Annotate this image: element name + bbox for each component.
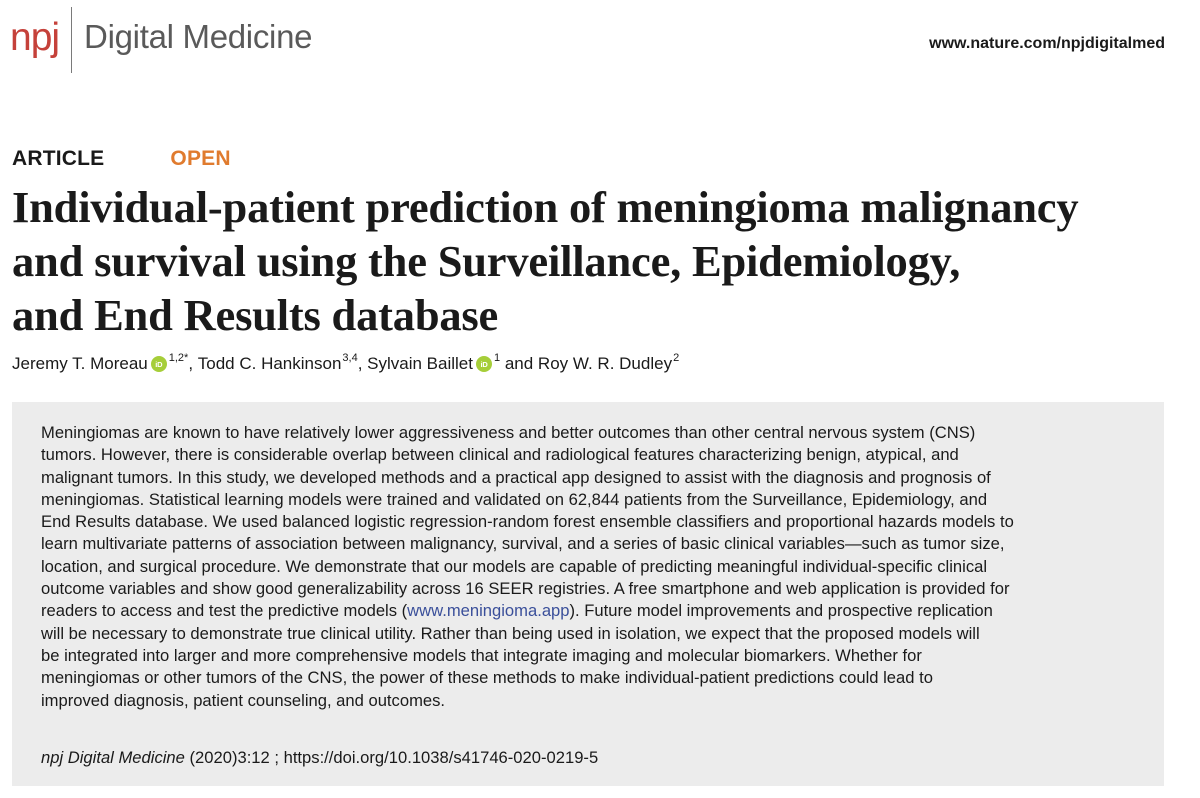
abstract-link-prefix: readers to access and test the predictive models ( [41,601,408,621]
article-title [12,180,1162,342]
meningioma-app-link[interactable]: www.meningioma.app [407,601,570,621]
abstract-line: End Results database. We used balanced logistic regression-random forest ensemble classifiers and proportional hazards models to [41,512,1014,532]
author-separator: and [500,354,538,373]
article-type: ARTICLE [12,147,105,170]
logo-divider [71,7,72,73]
citation-details[interactable]: (2020)3:12 ; https://doi.org/10.1038/s41746-020-0219-5 [184,748,599,767]
abstract-line: meningiomas or other tumors of the CNS, the power of these methods to make individual-patient predictions could lead to [41,668,933,688]
author[interactable] [12,354,188,374]
abstract-line: learn multivariate patterns of association between malignancy, survival, and a series of basic clinical variables—such as tumor size, [41,534,1005,554]
abstract-line-with-link [41,600,1151,622]
journal-header [10,6,312,74]
abstract-link-suffix: ). Future model improvements and prospective replication [569,601,993,621]
author[interactable] [198,354,358,374]
title-line: Individual-patient prediction of meningioma malignancy [12,182,1079,232]
author[interactable] [367,354,500,374]
author-name[interactable]: Jeremy T. Moreau [12,354,148,373]
author-affiliation: 1 [493,352,501,364]
abstract-line: Meningiomas are known to have relatively lower aggressiveness and better outcomes than other central nervous system (CNS) [41,423,976,442]
journal-logo[interactable]: npj [10,15,60,59]
author-name[interactable]: Roy W. R. Dudley [537,354,673,373]
citation-journal: npj Digital Medicine [41,748,185,767]
title-line: and survival using the Surveillance, Epidemiology, [12,236,961,286]
abstract-line: tumors. However, there is considerable overlap between clinical and radiological features characterizing benign, atypical, and [41,445,959,465]
abstract-line: improved diagnosis, patient counseling, and outcomes. [41,690,446,710]
abstract-line: meningiomas. Statistical learning models were trained and validated on 62,844 patients from the Surveillance, Epidemiology, and [41,489,988,509]
abstract-line: malignant tumors. In this study, we developed methods and a practical app designed to assist with the diagnosis and prognosis of [41,467,991,487]
journal-name[interactable]: Digital Medicine [84,18,313,55]
open-access-label: OPEN [170,147,231,170]
abstract-line: outcome variables and show good generalizability across 16 SEER registries. A free smartphone and web application is provided for [41,579,1010,599]
abstract-text [41,422,1151,712]
article-type-row [12,147,231,171]
author-separator: , [188,354,198,373]
orcid-icon[interactable]: iD [476,356,492,372]
author[interactable] [538,354,679,374]
abstract-box [12,402,1164,786]
abstract-line: be integrated into larger and more comprehensive models that integrate imaging and molecular biomarkers. Whether for [41,645,922,665]
author-name[interactable]: Todd C. Hankinson [197,354,342,373]
title-line: and End Results database [12,290,499,340]
author-name[interactable]: Sylvain Baillet [367,354,473,373]
abstract-line: location, and surgical procedure. We demonstrate that our models are capable of predicting meaningful individual-specific clinical [41,556,988,576]
author-affiliation: 2 [673,352,680,364]
journal-url[interactable]: www.nature.com/npjdigitalmed [929,35,1165,52]
orcid-icon[interactable]: iD [151,356,167,372]
author-list [12,354,679,374]
abstract-line: will be necessary to demonstrate true clinical utility. Rather than being used in isolation, we expect that the proposed models will [41,623,980,643]
author-separator: , [357,354,368,373]
author-affiliation: 1,2* [168,352,189,364]
author-affiliation: 3,4 [342,352,358,364]
citation [41,748,598,768]
